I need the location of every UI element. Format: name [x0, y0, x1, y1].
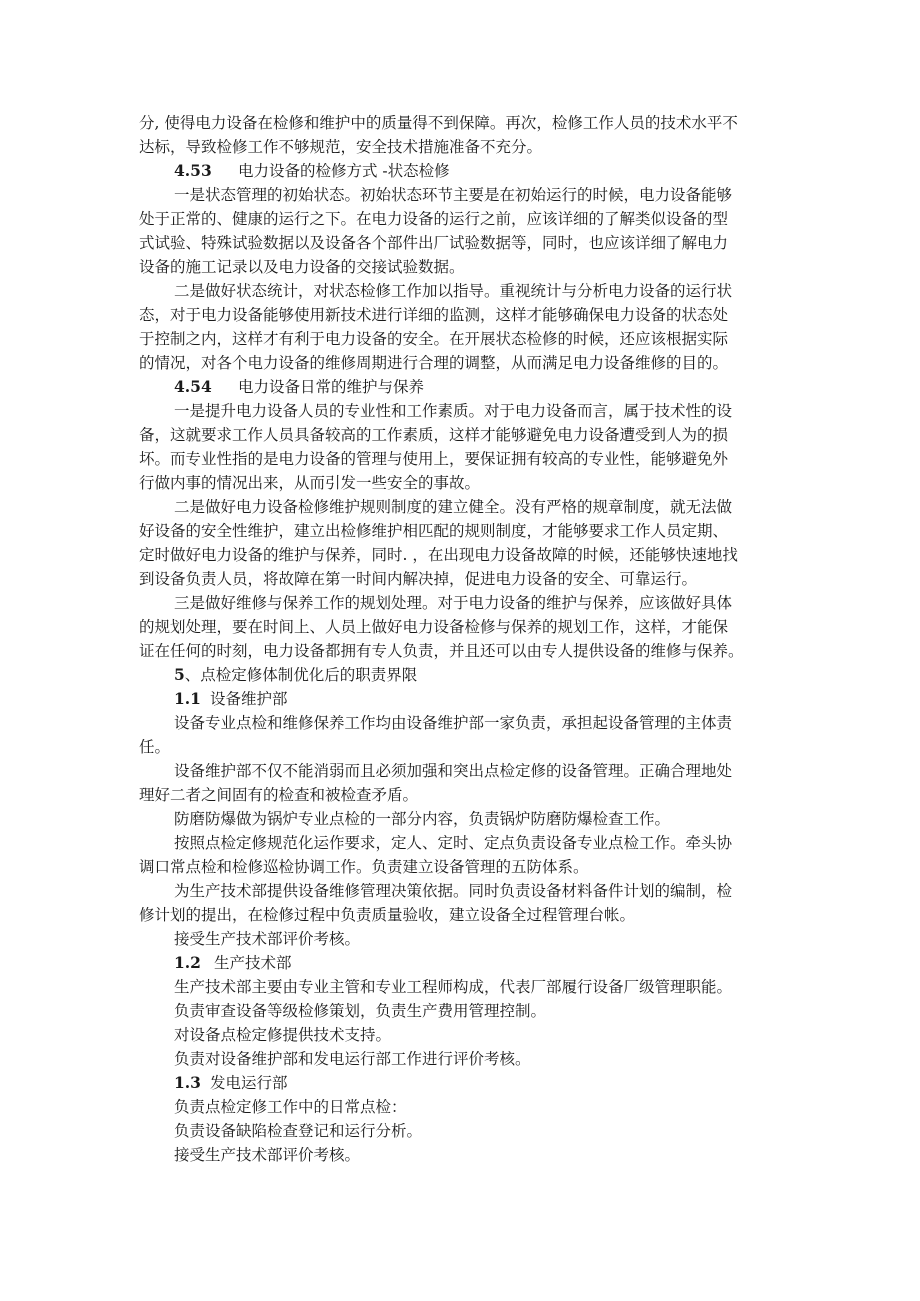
section-number: 1.2 — [174, 953, 201, 972]
text-line: 生产技术部主要由专业主管和专业工程师构成，代表厂部履行设备厂级管理职能。 — [174, 978, 733, 996]
section-number: 4.54 — [174, 377, 212, 396]
text-line: 理好二者之间固有的检查和被检查矛盾。 — [139, 786, 419, 804]
section-title: 设备维护部 — [210, 690, 288, 708]
section-number: 1.1 — [174, 689, 201, 708]
text-line: 负责设备缺陷检查登记和运行分析。 — [174, 1122, 423, 1140]
text-line: 证在任何的时刻，电力设备都拥有专人负责，并且还可以由专人提供设备的维修与保养。 — [139, 642, 744, 660]
text-line: 为生产技术部提供设备维修管理决策依据。同时负责设备材料备件计划的编制，检 — [174, 882, 733, 900]
section-title: 、点检定修体制优化后的职责界限 — [184, 666, 418, 684]
text-line: 的规划处理，要在时间上、人员上做好电力设备检修与保养的规划工作，这样，才能保 — [139, 618, 729, 636]
text-line: 按照点检定修规范化运作要求，定人、定时、定点负责设备专业点检工作。牵头协 — [174, 834, 733, 852]
text-line: 的情况，对各个电力设备的维修周期进行合理的调整，从而满足电力设备维修的目的。 — [139, 354, 729, 372]
text-line: 设备的施工记录以及电力设备的交接试验数据。 — [139, 258, 465, 276]
section-heading-1-3 — [174, 1073, 288, 1093]
section-title: 生产技术部 — [214, 954, 292, 972]
section-title: 电力设备日常的维护与保养 — [238, 378, 425, 396]
text-line: 定时做好电力设备的维护与保养，同时. ，在出现电力设备故障的时候，还能够快速地找 — [139, 546, 738, 564]
text-line: 二是做好电力设备检修维护规则制度的建立健全。没有严格的规章制度，就无法做 — [174, 498, 733, 516]
section-number: 5 — [174, 665, 185, 684]
text-line: 一是状态管理的初始状态。初始状态环节主要是在初始运行的时候，电力设备能够 — [174, 186, 733, 204]
text-line: 到设备负责人员，将故障在第一时间内解决掉，促进电力设备的安全、可靠运行。 — [139, 570, 698, 588]
text-line: 坏。而专业性指的是电力设备的管理与使用上，要保证拥有较高的专业性，能够避免外 — [139, 450, 729, 468]
text-line: 接受生产技术部评价考核。 — [174, 930, 361, 948]
text-line: 备，这就要求工作人员具备较高的工作素质，这样才能够避免电力设备遭受到人为的损 — [139, 426, 729, 444]
text-line: 对设备点检定修提供技术支持。 — [174, 1026, 392, 1044]
section-title: 电力设备的检修方式 -状态检修 — [238, 162, 450, 180]
text-line: 调口常点检和检修巡检协调工作。负责建立设备管理的五防体系。 — [139, 858, 589, 876]
text-line: 防磨防爆做为锅炉专业点检的一部分内容，负责锅炉防磨防爆检查工作。 — [174, 810, 671, 828]
section-title: 发电运行部 — [210, 1074, 288, 1092]
text-line: 好设备的安全性维护，建立出检修维护相匹配的规则制度，才能够要求工作人员定期、 — [139, 522, 729, 540]
text-line: 三是做好维修与保养工作的规划处理。对于电力设备的维护与保养，应该做好具体 — [174, 594, 733, 612]
text-line: 设备维护部不仅不能消弱而且必须加强和突出点检定修的设备管理。正确合理地处 — [174, 762, 733, 780]
text-line: 负责审查设备等级检修策划，负责生产费用管理控制。 — [174, 1002, 547, 1020]
section-heading-5 — [174, 665, 417, 685]
text-line: 负责对设备维护部和发电运行部工作进行评价考核。 — [174, 1050, 531, 1068]
text-line: 于控制之内，这样才有利于电力设备的安全。在开展状态检修的时候，还应该根据实际 — [139, 330, 729, 348]
text-line: 达标，导致检修工作不够规范，安全技术措施准备不充分。 — [139, 138, 543, 156]
section-heading-4-53 — [174, 161, 450, 181]
text-line: 式试验、特殊试验数据以及设备各个部件出厂试验数据等，同时，也应该详细了解电力 — [139, 234, 729, 252]
text-line: 一是提升电力设备人员的专业性和工作素质。对于电力设备而言，属于技术性的设 — [174, 402, 733, 420]
text-line: 修计划的提出，在检修过程中负责质量验收，建立设备全过程管理台帐。 — [139, 906, 636, 924]
section-heading-4-54 — [174, 377, 424, 397]
section-heading-1-1 — [174, 689, 288, 709]
text-line: 行做内事的情况出来，从而引发一些安全的事故。 — [139, 474, 481, 492]
text-line: 二是做好状态统计，对状态检修工作加以指导。重视统计与分析电力设备的运行状 — [174, 282, 733, 300]
text-line: 分, 使得电力设备在检修和维护中的质量得不到保障。再次，检修工作人员的技术水平不 — [139, 114, 738, 132]
text-line: 负责点检定修工作中的日常点检： — [174, 1098, 407, 1116]
text-line: 处于正常的、健康的运行之下。在电力设备的运行之前，应该详细的了解类似设备的型 — [139, 210, 729, 228]
text-line: 任。 — [139, 738, 171, 756]
text-line: 态，对于电力设备能够使用新技术进行详细的监测，这样才能够确保电力设备的状态处 — [139, 306, 729, 324]
section-number: 4.53 — [174, 161, 212, 180]
section-number: 1.3 — [174, 1073, 201, 1092]
text-line: 接受生产技术部评价考核。 — [174, 1146, 361, 1164]
section-heading-1-2 — [174, 953, 292, 973]
text-line: 设备专业点检和维修保养工作均由设备维护部一家负责，承担起设备管理的主体责 — [174, 714, 733, 732]
